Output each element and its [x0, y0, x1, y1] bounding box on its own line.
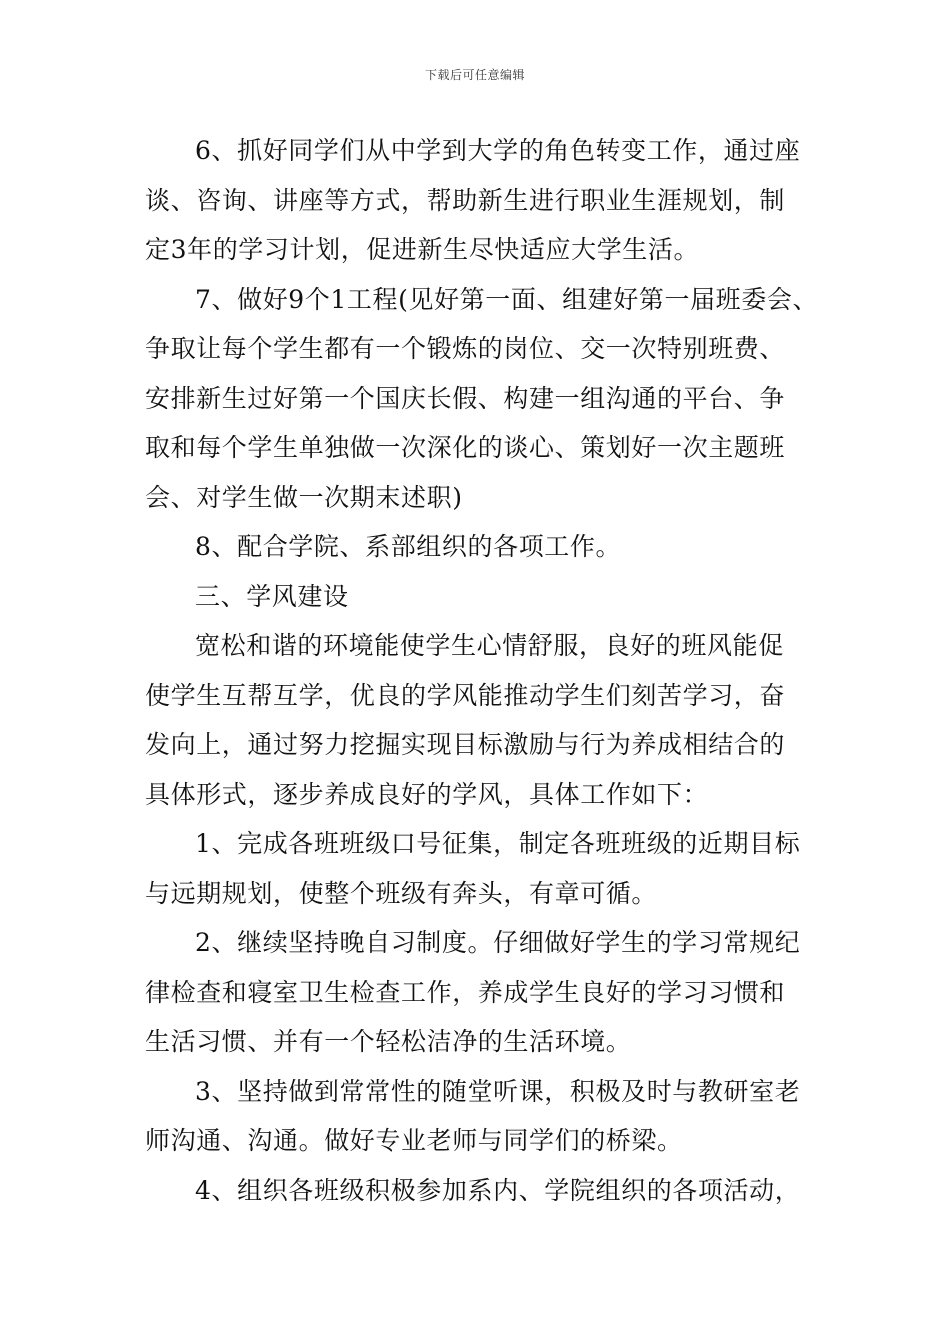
text-line: 谈、咨询、讲座等方式，帮助新生进行职业生涯规划，制 [145, 185, 786, 215]
text-line: 2、继续坚持晚自习制度。仔细做好学生的学习常规纪 [195, 928, 801, 957]
paragraph-item-3 [145, 1067, 810, 1166]
paragraph-item-2 [145, 918, 810, 1067]
text-line: 争取让每个学生都有一个锻炼的岗位、交一次特别班费、 [145, 334, 786, 363]
text-line: 4、组织各班级积极参加系内、学院组织的各项活动， [195, 1175, 801, 1205]
text-line: 定3年的学习计划，促进新生尽快适应大学生活。 [145, 235, 700, 264]
section-heading-study-style [145, 572, 810, 622]
text-line: 发向上，通过努力挖掘实现目标激励与行为养成相结合的 [145, 730, 786, 759]
paragraph-item-6 [145, 126, 810, 275]
text-line: 安排新生过好第一个国庆长假、构建一组沟通的平台、争 [145, 383, 786, 413]
paragraph-item-8 [145, 522, 810, 572]
text-line: 具体形式，逐步养成良好的学风，具体工作如下： [145, 779, 709, 809]
text-line: 3、坚持做到常常性的随堂听课，积极及时与教研室老 [195, 1076, 801, 1106]
paragraph-item-4 [145, 1166, 810, 1216]
page-header: 下载后可任意编辑 [424, 68, 525, 82]
text-line: 使学生互帮互学，优良的学风能推动学生们刻苦学习，奋 [145, 680, 786, 710]
text-line: 宽松和谐的环境能使学生心情舒服，良好的班风能促 [195, 631, 784, 660]
text-line: 7、做好9个1工程(见好第一面、组建好第一届班委会、 [195, 284, 819, 314]
text-line: 6、抓好同学们从中学到大学的角色转变工作，通过座 [195, 136, 801, 165]
paragraph-intro [145, 621, 810, 819]
text-line: 与远期规划，使整个班级有奔头，有章可循。 [145, 878, 658, 908]
text-line: 生活习惯、并有一个轻松洁净的生活环境。 [145, 1027, 632, 1056]
text-line: 三、学风建设 [195, 581, 349, 611]
text-line: 师沟通、沟通。做好专业老师与同学们的桥梁。 [145, 1126, 683, 1155]
paragraph-item-7 [145, 275, 819, 523]
text-line: 1、完成各班班级口号征集，制定各班班级的近期目标 [195, 829, 801, 858]
document-body [145, 126, 819, 1215]
text-line: 会、对学生做一次期末述职) [145, 482, 463, 512]
text-line: 律检查和寝室卫生检查工作，养成学生良好的学习习惯和 [145, 977, 786, 1007]
paragraph-item-1 [145, 819, 810, 918]
text-line: 8、配合学院、系部组织的各项工作。 [195, 532, 622, 561]
text-line: 取和每个学生单独做一次深化的谈心、策划好一次主题班 [145, 433, 786, 462]
